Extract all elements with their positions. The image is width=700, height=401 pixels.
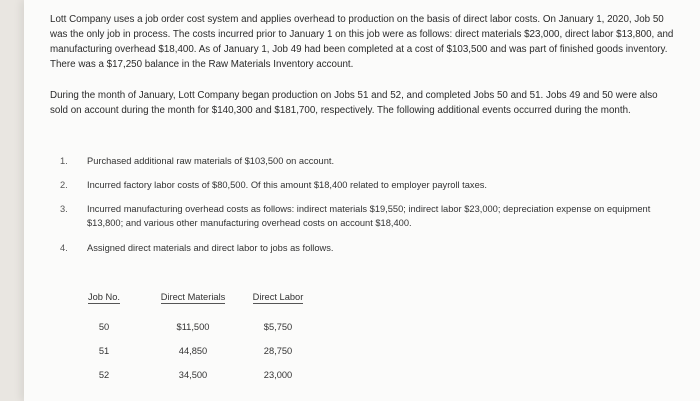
event-text: Purchased additional raw materials of $103,500 on account. [87, 156, 335, 166]
table-row [60, 307, 318, 339]
header-job-no: Job No. [87, 292, 121, 302]
event-text: Assigned direct materials and direct labor to jobs as follows. [87, 243, 334, 253]
direct-labor-cell: $5,750 [263, 322, 293, 332]
job-cost-table [60, 292, 318, 387]
job-no-cell: 50 [98, 322, 110, 332]
direct-materials-cell: $11,500 [176, 322, 210, 332]
direct-labor-cell: 28,750 [263, 346, 293, 356]
event-text: Incurred factory labor costs of $80,500. Of this amount $18,400 related to employer payroll taxes. [87, 180, 487, 190]
event-number: 4. [60, 243, 68, 253]
table-header-row [60, 292, 318, 307]
document-page [24, 0, 700, 401]
event-number: 2. [60, 180, 68, 190]
header-direct-materials: Direct Materials [160, 292, 226, 302]
january-paragraph: During the month of January, Lott Company began production on Jobs 51 and 52, and completed Jobs 50 and 51. Jobs 49 and 50 were also sold on account during the month for $140,300 and $181,700, respectively. The following additional events occurred during the month. [50, 90, 658, 116]
event-number: 3. [60, 204, 68, 214]
direct-materials-cell: 44,850 [178, 346, 208, 356]
table-row [60, 339, 318, 363]
table-row [60, 363, 318, 387]
intro-paragraph: Lott Company uses a job order cost system and applies overhead to production on the basis of direct labor costs. On January 1, 2020, Job 50 was the only job in process. The costs incurred prior to January 1 on this job were as follows: direct materials $23,000, direct labor $13,800, and manufacturing overhead $18,400. As of January 1, Job 49 had been completed at a cost of $103,500 and was part of finished goods inventory. There was a $17,250 balance in the Raw Materials Inventory account. [50, 14, 674, 70]
event-text: Incurred manufacturing overhead costs as follows: indirect materials $19,550; indirect labor $23,000; depreciation expense on equipment $13,800; and various other manufacturing overhead costs on account $18,400. [87, 204, 651, 228]
direct-labor-cell: 23,000 [263, 370, 293, 380]
job-no-cell: 52 [98, 370, 110, 380]
job-no-cell: 51 [98, 346, 110, 356]
header-direct-labor: Direct Labor [252, 292, 304, 302]
direct-materials-cell: 34,500 [178, 370, 208, 380]
event-number: 1. [60, 156, 68, 166]
